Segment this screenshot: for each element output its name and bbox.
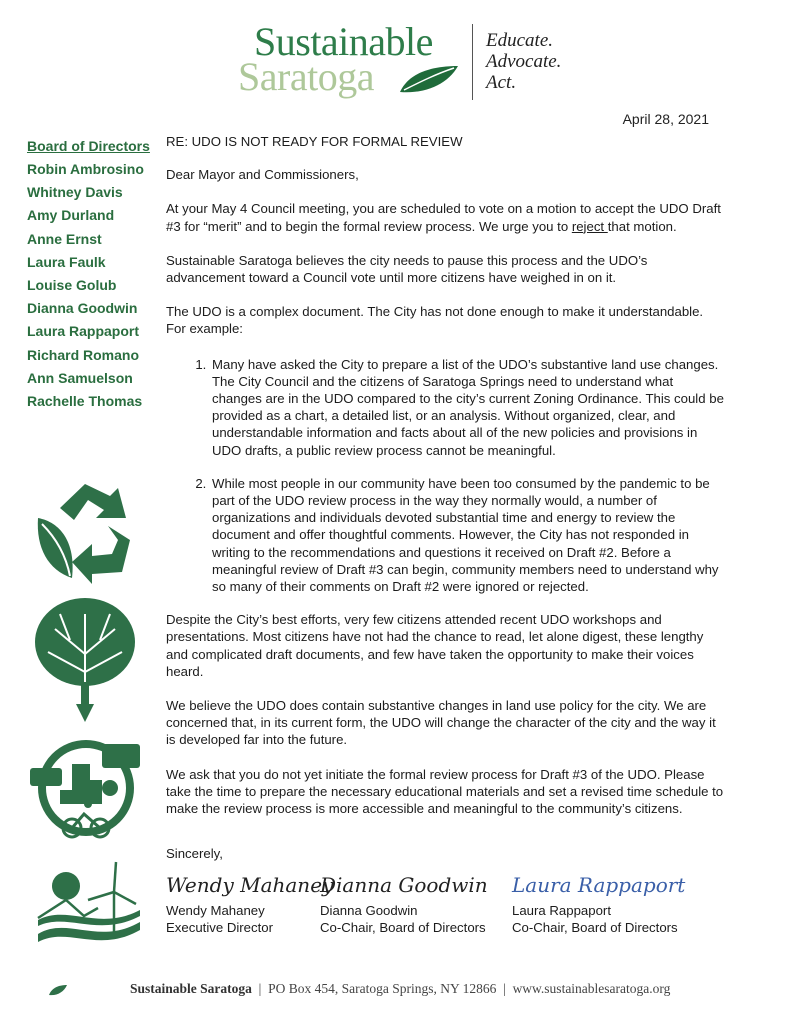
handwritten-signature: Dianna Goodwin xyxy=(320,873,488,897)
tagline-educate: Educate. xyxy=(486,30,554,51)
board-member: Ann Samuelson xyxy=(27,369,133,386)
leaf-icon xyxy=(398,64,460,94)
city-transport-icon xyxy=(28,734,143,844)
signature-co-chair-1 xyxy=(320,868,488,936)
footer-separator: | xyxy=(503,981,506,996)
subject-line: RE: UDO IS NOT READY FOR FORMAL REVIEW xyxy=(166,134,463,149)
board-member: Anne Ernst xyxy=(27,230,102,247)
signer-title: Executive Director xyxy=(166,920,274,935)
footer-org: Sustainable Saratoga xyxy=(130,981,252,996)
signature-co-chair-2 xyxy=(512,868,685,936)
sun-wind-landscape-icon xyxy=(28,856,143,946)
signer-title: Co-Chair, Board of Directors xyxy=(320,920,486,935)
paragraph-2: Sustainable Saratoga believes the city needs to pause this process and the UDO’s advancement toward a Council vote until more citizens have weighed in on it. xyxy=(166,252,648,286)
board-member: Robin Ambrosino xyxy=(27,161,144,177)
paragraph-1-text: At your May 4 Council meeting, you are scheduled to vote on a motion to accept the UDO Draft #3 for “merit” and to begin the formal review process. We urge you to xyxy=(166,201,721,234)
recycle-leaf-icon xyxy=(30,478,140,588)
emphasis-reject: reject xyxy=(571,218,608,234)
board-member: Laura Faulk xyxy=(27,253,106,270)
example-list xyxy=(166,356,726,596)
org-logo xyxy=(236,19,576,102)
signature-block xyxy=(166,846,726,935)
signer-name: Dianna Goodwin xyxy=(320,903,418,918)
paragraph-5: We believe the UDO does contain substantive changes in land use policy for the city. We are concerned that, in its current form, the UDO will change the character of the city and the way it is developed far into the future. xyxy=(166,698,716,748)
tagline-act: Act. xyxy=(486,72,517,93)
signer-name: Wendy Mahaney xyxy=(166,903,265,918)
handwritten-signature: Wendy Mahaney xyxy=(166,873,334,897)
board-member: Richard Romano xyxy=(27,346,140,363)
letter-body xyxy=(166,133,726,834)
logo-text-sustainable: Sustainable xyxy=(254,19,433,64)
salutation: Dear Mayor and Commissioners, xyxy=(166,167,359,183)
footer-website-link[interactable]: www.sustainablesaratoga.org xyxy=(512,981,671,996)
signature-executive-director xyxy=(166,868,333,936)
tagline xyxy=(486,30,561,93)
logo-text-saratoga: Saratoga xyxy=(238,54,374,99)
board-member: Rachelle Thomas xyxy=(27,393,143,410)
paragraph-1-text-end: that motion. xyxy=(607,218,677,234)
closing: Sincerely, xyxy=(166,846,223,861)
board-member: Whitney Davis xyxy=(27,184,123,201)
board-member: Dianna Goodwin xyxy=(27,300,138,317)
paragraph-6: We ask that you do not yet initiate the formal review process for Draft #3 of the UDO. Please take the time to prepare the necessary educational materials and set a revised time schedule to make the review process is more accessible and meaningful to the community’s citizens. xyxy=(166,766,724,817)
board-member: Amy Durland xyxy=(27,207,115,224)
handwritten-signature: Laura Rappaport xyxy=(512,873,686,897)
footer xyxy=(130,981,670,997)
paragraph-3: The UDO is a complex document. The City has not done enough to make it understandable. For example: xyxy=(166,304,704,337)
board-member: Louise Golub xyxy=(27,277,117,294)
tree-shovel-icon xyxy=(30,594,140,724)
board-member: Laura Rappaport xyxy=(27,323,140,340)
footer-separator: | xyxy=(258,981,262,996)
footer-leaf-icon xyxy=(48,984,68,996)
tagline-advocate: Advocate. xyxy=(486,51,562,72)
list-item: 1. Many have asked the City to prepare a list of the UDO’s substantive land use changes. The City Council and the citizens of Saratoga Springs need to understand what changes are in the UDO compared to the city’s current Zoning Ordinance. This could be provided as a chart, a detailed list, or an analysis. Without organized, clear, and understandable information and facts about all of the new policies and provisions in UDO drafts, a public review process cannot be meaningful. xyxy=(210,356,726,459)
paragraph-4: Despite the City’s best efforts, very few citizens attended recent UDO workshops and presentations. Most citizens have not had the chance to read, let alone digest, these lengthy and complicated draft documents, and few have taken the opportunity to make their voices heard. xyxy=(166,612,704,679)
list-item: 2. While most people in our community have been too consumed by the pandemic to be part of the UDO review process in the way they normally would, a number of organizations and individuals devoted substantial time and energy to review the document and offer thoughtful comments. However, the City has not responded in writing to the recommendations and questions it received on Draft #2. Before a meaningful review of Draft #3 can begin, community members need to understand why so many of their comments on Draft #2 were ignored or rejected. xyxy=(210,475,726,595)
board-sidebar xyxy=(27,135,157,413)
letter-date: April 28, 2021 xyxy=(622,111,709,127)
signer-name: Laura Rappaport xyxy=(512,903,611,918)
sidebar-icons xyxy=(20,478,150,946)
logo-divider xyxy=(472,24,473,100)
signer-title: Co-Chair, Board of Directors xyxy=(512,920,678,935)
paragraph-1 xyxy=(166,200,726,234)
board-title: Board of Directors xyxy=(27,138,150,154)
footer-address: PO Box 454, Saratoga Springs, NY 12866 xyxy=(268,981,497,996)
